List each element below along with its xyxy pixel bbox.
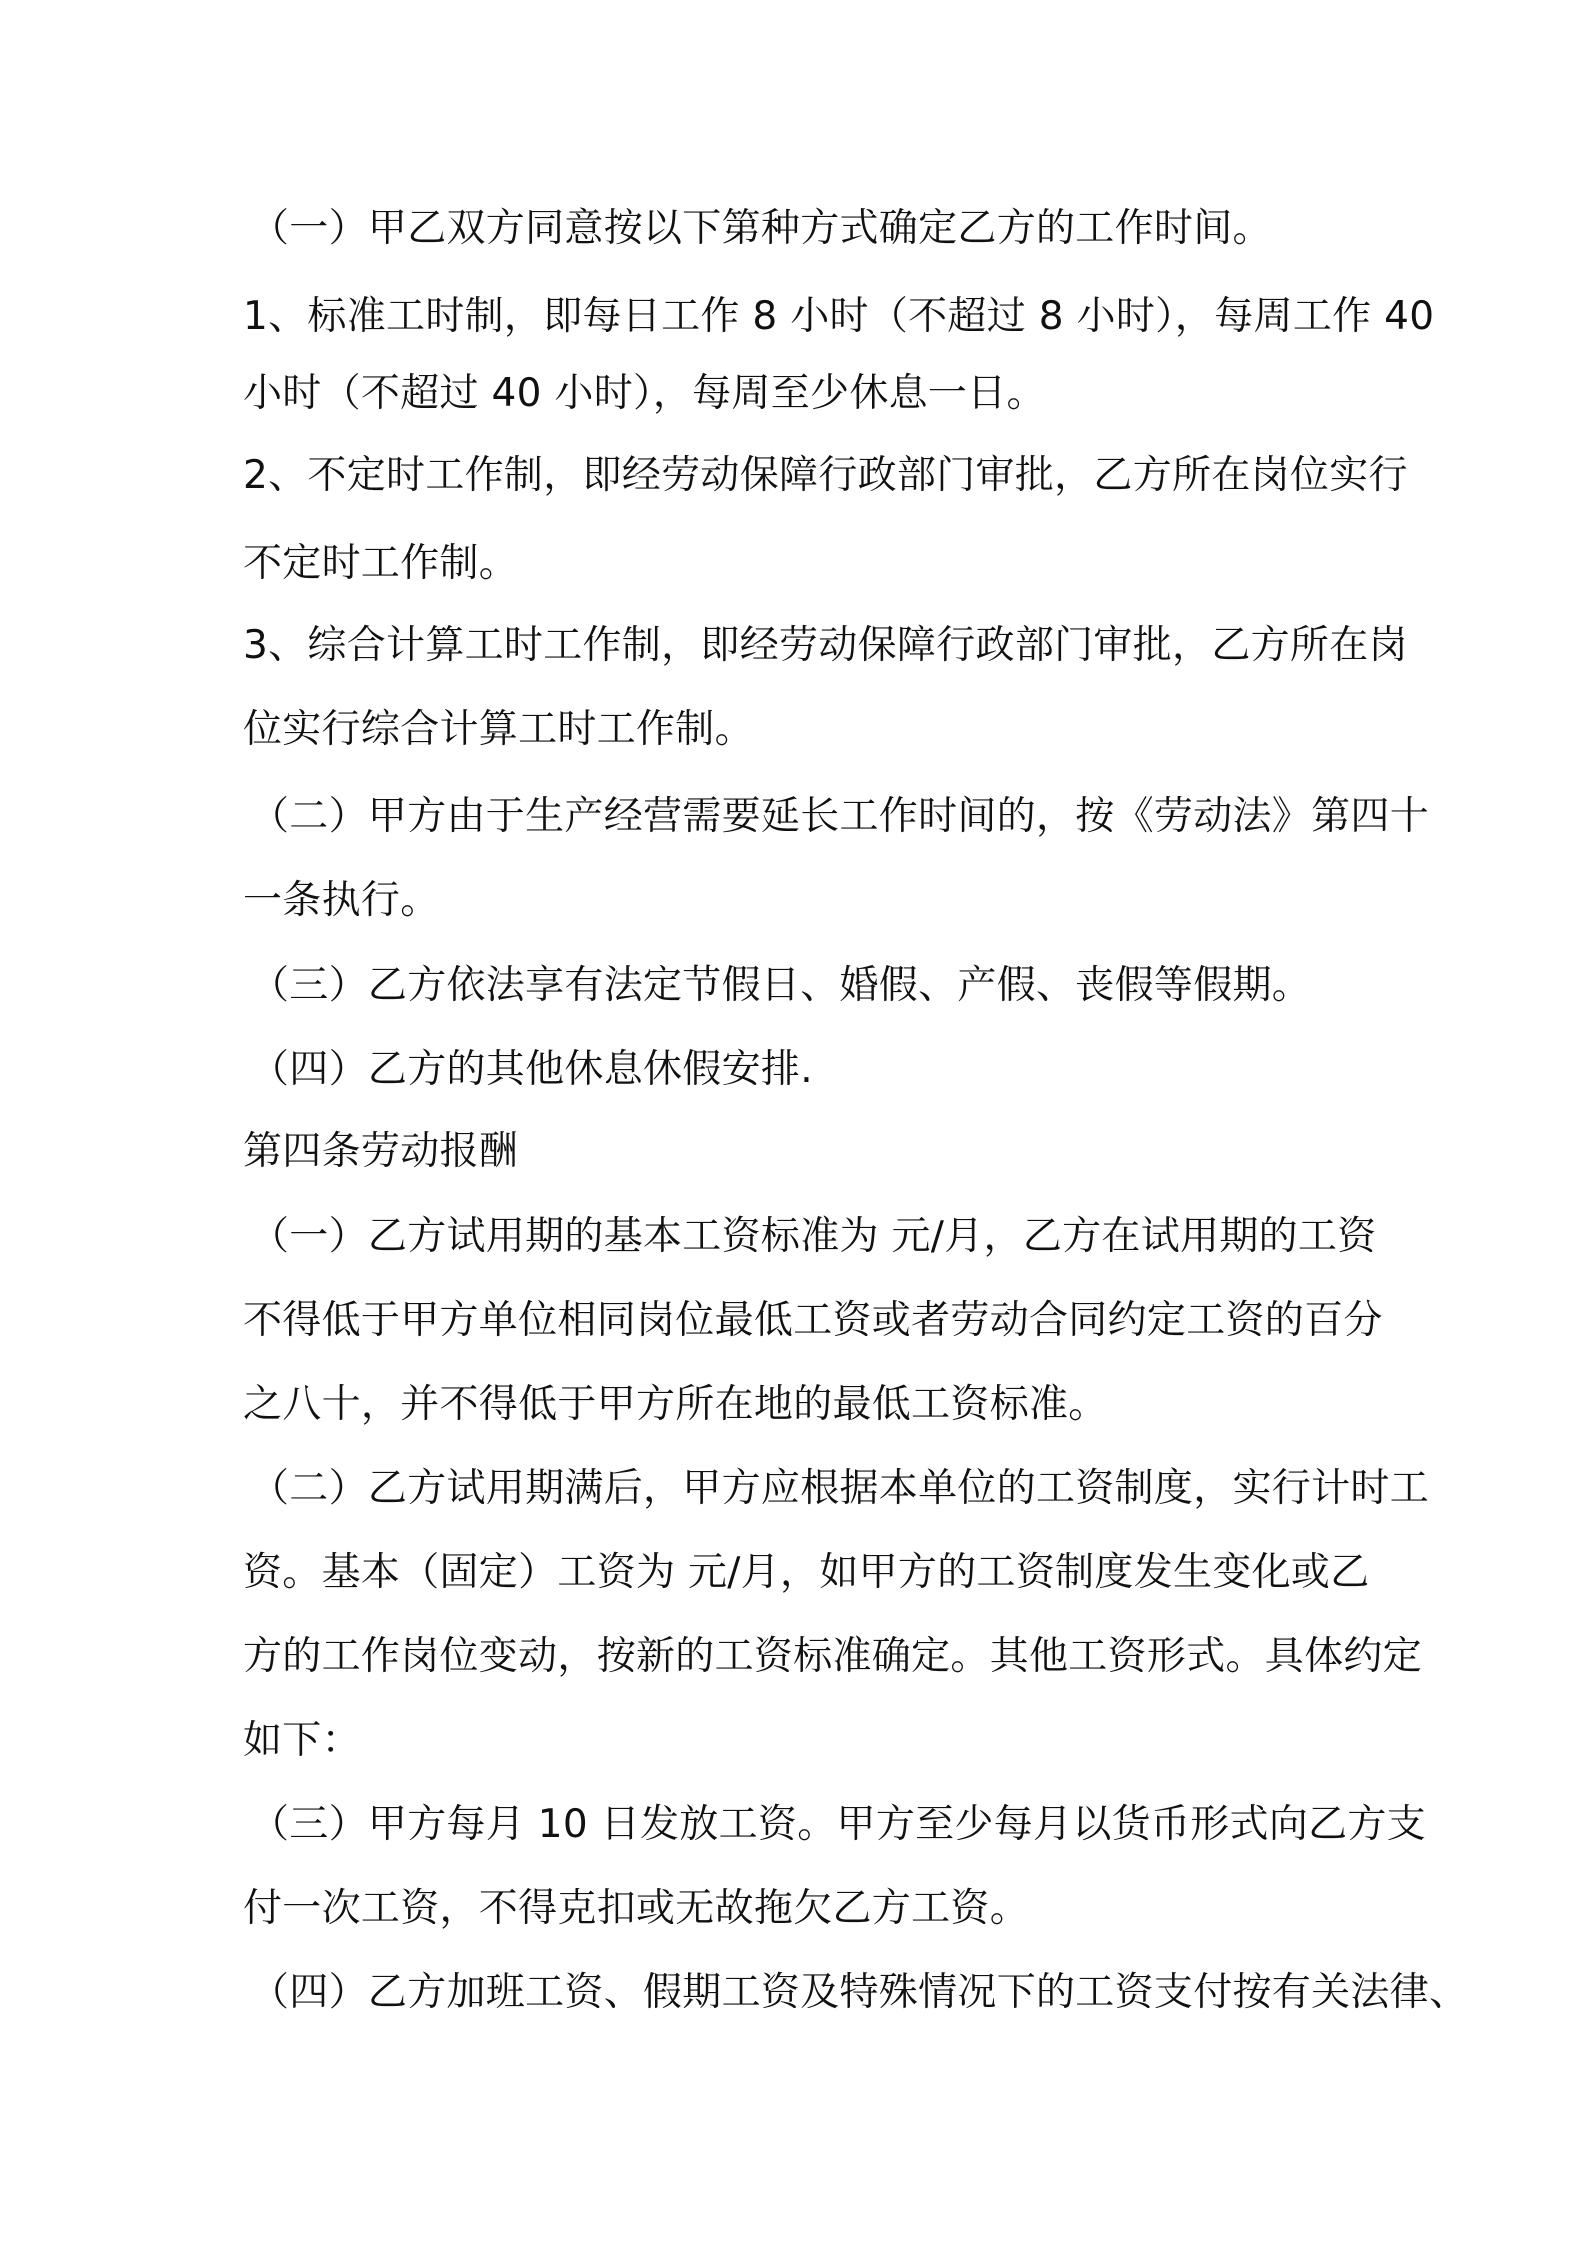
text-line: （二）乙方试用期满后，甲方应根据本单位的工资制度，实行计时工 xyxy=(250,1466,1430,1511)
text-line: （三）甲方每月 10 日发放工资。甲方至少每月以货币形式向乙方支 xyxy=(250,1802,1427,1847)
text-line: （四）乙方加班工资、假期工资及特殊情况下的工资支付按有关法律、 xyxy=(250,1970,1469,2015)
text-line: 不定时工作制。 xyxy=(243,541,519,586)
text-line: （三）乙方依法享有法定节假日、婚假、产假、丧假等假期。 xyxy=(250,963,1312,1008)
section-heading: 第四条劳动报酬 xyxy=(243,1129,519,1174)
text-line: 方的工作岗位变动，按新的工资标准确定。其他工资形式。具体约定 xyxy=(243,1634,1423,1679)
text-line: （二）甲方由于生产经营需要延长工作时间的，按《劳动法》第四十 xyxy=(250,794,1430,839)
text-line: 资。基本（固定）工资为 元/月，如甲方的工资制度发生变化或乙 xyxy=(243,1550,1370,1595)
text-line: 不得低于甲方单位相同岗位最低工资或者劳动合同约定工资的百分 xyxy=(243,1298,1383,1343)
text-line: （四）乙方的其他休息休假安排. xyxy=(250,1047,813,1092)
text-line: 之八十，并不得低于甲方所在地的最低工资标准。 xyxy=(243,1382,1108,1427)
text-line: 小时（不超过 40 小时），每周至少休息一日。 xyxy=(243,371,1046,416)
text-line: 一条执行。 xyxy=(243,878,440,923)
text-line: 付一次工资，不得克扣或无故拖欠乙方工资。 xyxy=(243,1886,1030,1931)
text-line: （一）甲乙双方同意按以下第种方式确定乙方的工作时间。 xyxy=(250,206,1272,251)
text-line: 3、综合计算工时工作制，即经劳动保障行政部门审批，乙方所在岗 xyxy=(243,623,1408,668)
text-line: 位实行综合计算工时工作制。 xyxy=(243,707,754,752)
text-line: 2、不定时工作制，即经劳动保障行政部门审批，乙方所在岗位实行 xyxy=(243,453,1408,498)
text-line: （一）乙方试用期的基本工资标准为 元/月，乙方在试用期的工资 xyxy=(250,1214,1377,1259)
text-line: 1、标准工时制，即每日工作 8 小时（不超过 8 小时），每周工作 40 xyxy=(243,294,1435,339)
text-line: 如下： xyxy=(243,1718,361,1763)
